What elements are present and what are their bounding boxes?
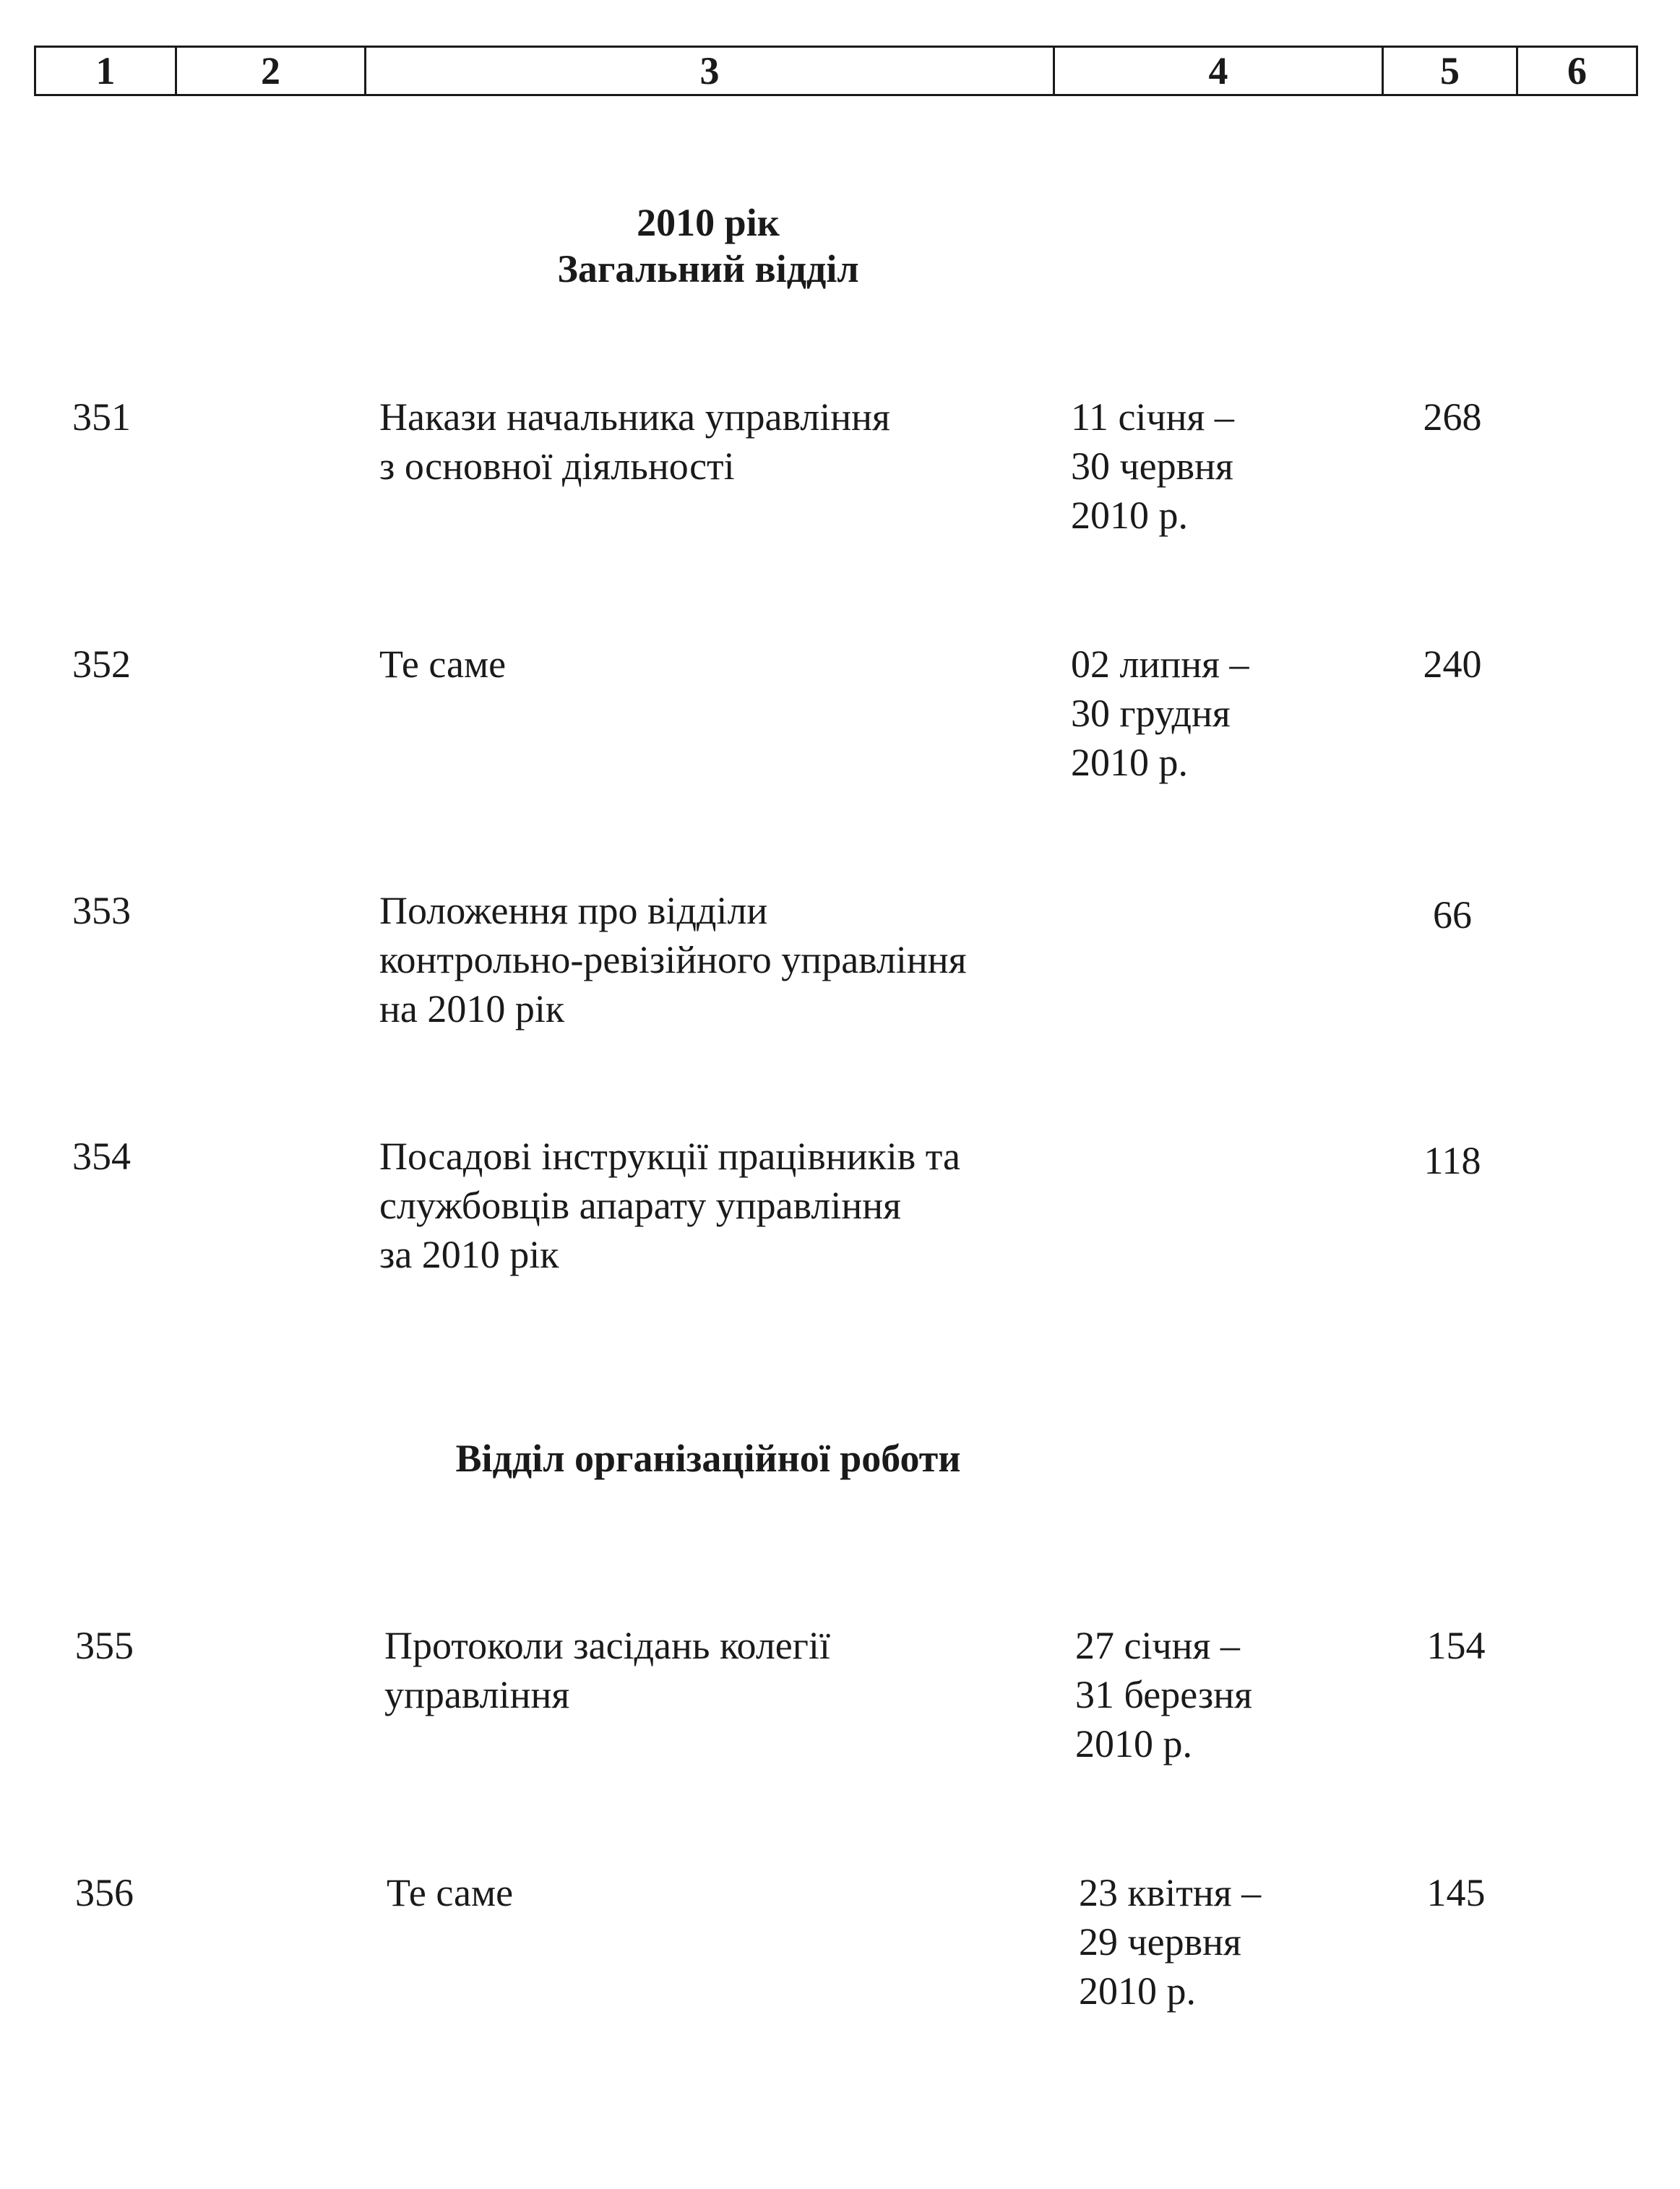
entry-dates: 11 січня – 30 червня 2010 р.: [1071, 395, 1234, 537]
column-5-header: 5: [1384, 48, 1518, 94]
entry-number: 355: [75, 1624, 134, 1667]
entry-title: Посадові інструкції працівників та службовців апарату управління за 2010 рік: [379, 1135, 960, 1276]
column-4-header: 4: [1055, 48, 1384, 94]
entry-number: 356: [75, 1871, 134, 1914]
column-2-header: 2: [177, 48, 366, 94]
entry-sheet-count: 66: [1433, 893, 1472, 937]
entry-number: 353: [72, 889, 131, 932]
entry-title: Те саме: [379, 642, 507, 686]
entry-number: 352: [72, 642, 131, 686]
year-heading: 2010 рік: [637, 201, 780, 244]
entry-title: Положення про відділи контрольно-ревізійного управління на 2010 рік: [379, 889, 967, 1031]
section-general-heading: Загальний відділ: [557, 247, 859, 291]
entry-number: 351: [72, 395, 131, 439]
entry-number: 354: [72, 1135, 131, 1178]
entry-dates: 27 січня – 31 березня 2010 р.: [1075, 1624, 1252, 1766]
entry-title: Те саме: [387, 1871, 514, 1914]
column-1-header: 1: [36, 48, 177, 94]
entry-sheet-count: 118: [1423, 1139, 1481, 1182]
entry-sheet-count: 154: [1426, 1624, 1486, 1667]
entry-dates: 23 квітня – 29 червня 2010 р.: [1079, 1871, 1262, 2013]
entry-sheet-count: 268: [1423, 395, 1482, 439]
entry-title: Протоколи засідань колегії управління: [384, 1624, 830, 1716]
entry-dates: 02 липня – 30 грудня 2010 р.: [1071, 642, 1249, 784]
column-3-header: 3: [366, 48, 1055, 94]
column-number-header: [34, 46, 1638, 96]
section-org-heading: Відділ організаційної роботи: [455, 1437, 961, 1480]
entry-sheet-count: 145: [1426, 1871, 1486, 1914]
entry-sheet-count: 240: [1423, 642, 1482, 686]
column-6-header: 6: [1567, 49, 1587, 93]
entry-title: Накази начальника управління з основної діяльності: [379, 395, 890, 488]
